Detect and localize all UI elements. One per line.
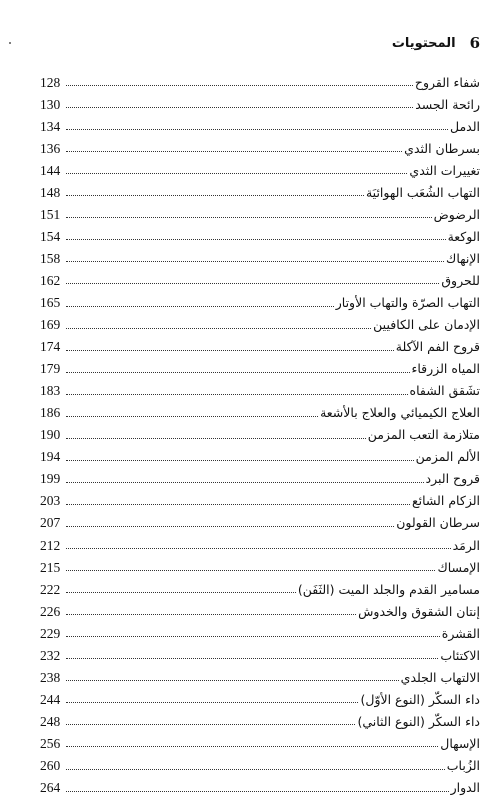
dot-leader — [66, 305, 334, 307]
toc-entry[interactable] — [40, 555, 480, 577]
dot-leader — [66, 613, 356, 615]
toc-entry-page-number: 154 — [40, 228, 61, 244]
page-title: المحتويات — [391, 35, 456, 51]
dot-leader — [66, 349, 394, 351]
dot-leader — [66, 194, 364, 196]
toc-entry[interactable] — [40, 313, 480, 335]
table-of-contents — [40, 70, 480, 798]
toc-entry-page-number: 136 — [40, 140, 61, 156]
toc-entry-title: الإسهال — [440, 735, 480, 751]
toc-entry[interactable] — [40, 379, 480, 401]
toc-entry-title: الإمساك — [437, 559, 480, 575]
toc-entry-page-number: 148 — [40, 184, 61, 200]
toc-entry-title: للحروق — [441, 272, 480, 288]
toc-entry-page-number: 130 — [40, 96, 61, 112]
dot-leader — [66, 790, 449, 792]
toc-entry[interactable] — [40, 753, 480, 775]
toc-entry-title: المياه الزرقاء — [411, 361, 480, 377]
toc-entry-title: التهاب الشُعَب الهوائيَة — [365, 184, 480, 200]
toc-entry[interactable] — [40, 114, 480, 136]
dot-leader — [66, 150, 402, 152]
dot-leader — [66, 679, 399, 681]
toc-entry-title: الزكام الشائع — [411, 493, 480, 509]
toc-entry-title: القشرة — [441, 625, 480, 641]
dot-leader — [66, 745, 438, 747]
toc-entry-title: متلازمة التعب المزمن — [367, 427, 480, 443]
dot-leader — [66, 657, 438, 659]
toc-entry-title: رائحة الجسد — [415, 96, 480, 112]
toc-entry-title: الإنهاك — [446, 250, 480, 266]
margin-mark — [9, 42, 11, 44]
toc-entry-title: الوكعة — [447, 228, 480, 244]
dot-leader — [66, 547, 451, 549]
toc-entry[interactable] — [40, 246, 480, 268]
toc-entry-title: الزُباب — [446, 758, 480, 773]
toc-entry-page-number: 151 — [40, 206, 61, 222]
toc-entry[interactable] — [40, 687, 480, 709]
toc-entry-title: الدمل — [449, 118, 480, 134]
toc-entry-title: بسرطان الثدي — [404, 140, 480, 156]
toc-entry-title: مسامير القدم والجلد الميت (الثَفَن) — [297, 581, 480, 597]
toc-entry[interactable] — [40, 423, 480, 445]
toc-entry-page-number: 248 — [40, 713, 61, 729]
dot-leader — [66, 216, 432, 218]
toc-entry[interactable] — [40, 599, 480, 621]
dot-leader — [66, 415, 318, 417]
toc-entry-page-number: 194 — [40, 449, 61, 465]
toc-entry[interactable] — [40, 136, 480, 158]
toc-entry[interactable] — [40, 489, 480, 511]
toc-entry[interactable] — [40, 445, 480, 467]
toc-entry-title: تغييرات الثدي — [409, 162, 480, 178]
dot-leader — [66, 128, 448, 130]
dot-leader — [66, 701, 358, 703]
toc-entry-page-number: 128 — [40, 74, 61, 90]
toc-entry-title: الدوار — [450, 780, 480, 796]
toc-entry-title: الاكتئاب — [440, 647, 480, 663]
toc-entry[interactable] — [40, 709, 480, 731]
toc-entry-title: العلاج الكيميائي والعلاج بالأشعة — [320, 405, 480, 421]
toc-entry-title: الرمَد — [452, 537, 480, 553]
toc-entry-page-number: 183 — [40, 383, 61, 399]
dot-leader — [66, 106, 413, 108]
dot-leader — [66, 238, 446, 240]
dot-leader — [66, 459, 414, 461]
dot-leader — [66, 172, 407, 174]
toc-entry-page-number: 169 — [40, 317, 61, 333]
toc-entry-page-number: 186 — [40, 405, 61, 421]
dot-leader — [66, 723, 355, 725]
toc-entry[interactable] — [40, 643, 480, 665]
toc-entry-page-number: 144 — [40, 162, 61, 178]
toc-entry[interactable] — [40, 70, 480, 92]
dot-leader — [66, 371, 410, 373]
toc-entry-title: سرطان القولون — [396, 515, 480, 531]
toc-entry[interactable] — [40, 467, 480, 489]
toc-entry-page-number: 162 — [40, 272, 61, 288]
toc-entry[interactable] — [40, 533, 480, 555]
dot-leader — [66, 393, 408, 395]
dot-leader — [66, 591, 296, 593]
toc-entry-page-number: 264 — [40, 780, 61, 796]
toc-entry[interactable] — [40, 776, 480, 798]
toc-entry-title: داء السكّر (النوع الأوّل) — [360, 691, 480, 707]
toc-entry-page-number: 179 — [40, 361, 61, 377]
page-header — [40, 30, 480, 56]
toc-entry-title: شفاء القروح — [414, 74, 480, 90]
toc-entry-page-number: 158 — [40, 250, 61, 266]
dot-leader — [66, 260, 444, 262]
dot-leader — [66, 569, 435, 571]
toc-entry[interactable] — [40, 335, 480, 357]
toc-entry-title: تشَقق الشفاه — [409, 383, 480, 399]
toc-entry-page-number: 199 — [40, 471, 61, 487]
dot-leader — [66, 84, 413, 86]
toc-entry[interactable] — [40, 577, 480, 599]
dot-leader — [66, 481, 424, 483]
toc-entry-page-number: 212 — [40, 537, 61, 553]
toc-entry[interactable] — [40, 665, 480, 687]
toc-entry[interactable] — [40, 268, 480, 290]
toc-entry[interactable] — [40, 511, 480, 533]
toc-entry[interactable] — [40, 621, 480, 643]
dot-leader — [66, 437, 366, 439]
toc-entry-page-number: 207 — [40, 515, 61, 531]
dot-leader — [66, 768, 445, 770]
toc-entry-title: التهاب الصرّة والتهاب الأوتار — [335, 295, 480, 311]
toc-entry-page-number: 222 — [40, 581, 61, 597]
toc-entry-title: إنتان الشقوق والخدوش — [358, 603, 480, 619]
toc-entry[interactable] — [40, 731, 480, 753]
toc-entry[interactable] — [40, 224, 480, 246]
toc-entry-title: قروح الفم الآكلة — [395, 339, 480, 355]
toc-entry[interactable] — [40, 401, 480, 423]
toc-entry-page-number: 238 — [40, 669, 61, 685]
toc-entry-title: قروح البرد — [425, 471, 480, 487]
toc-entry[interactable] — [40, 180, 480, 202]
toc-entry-page-number: 232 — [40, 647, 61, 663]
toc-entry-page-number: 190 — [40, 427, 61, 443]
toc-entry-page-number: 134 — [40, 118, 61, 134]
dot-leader — [66, 327, 371, 329]
toc-entry-page-number: 229 — [40, 625, 61, 641]
dot-leader — [66, 282, 439, 284]
toc-entry-title: الالتهاب الجلدي — [400, 669, 480, 685]
toc-entry-page-number: 203 — [40, 493, 61, 509]
dot-leader — [66, 635, 440, 637]
toc-entry[interactable] — [40, 202, 480, 224]
dot-leader — [66, 503, 410, 505]
toc-entry-page-number: 244 — [40, 691, 61, 707]
toc-entry-title: الرضوض — [433, 206, 480, 222]
toc-entry-title: الإدمان على الكافيين — [373, 317, 480, 333]
toc-entry[interactable] — [40, 290, 480, 312]
toc-entry-page-number: 260 — [40, 758, 61, 773]
toc-entry-page-number: 174 — [40, 339, 61, 355]
toc-entry-title: داء السكّر (النوع الثاني) — [357, 713, 480, 729]
toc-entry-page-number: 215 — [40, 559, 61, 575]
page-number: 6 — [469, 34, 480, 52]
toc-entry-page-number: 165 — [40, 295, 61, 311]
toc-entry[interactable] — [40, 92, 480, 114]
dot-leader — [66, 525, 394, 527]
toc-entry[interactable] — [40, 158, 480, 180]
toc-entry-page-number: 226 — [40, 603, 61, 619]
toc-entry-title: الألم المزمن — [415, 449, 480, 465]
toc-entry-page-number: 256 — [40, 735, 61, 751]
toc-entry[interactable] — [40, 357, 480, 379]
